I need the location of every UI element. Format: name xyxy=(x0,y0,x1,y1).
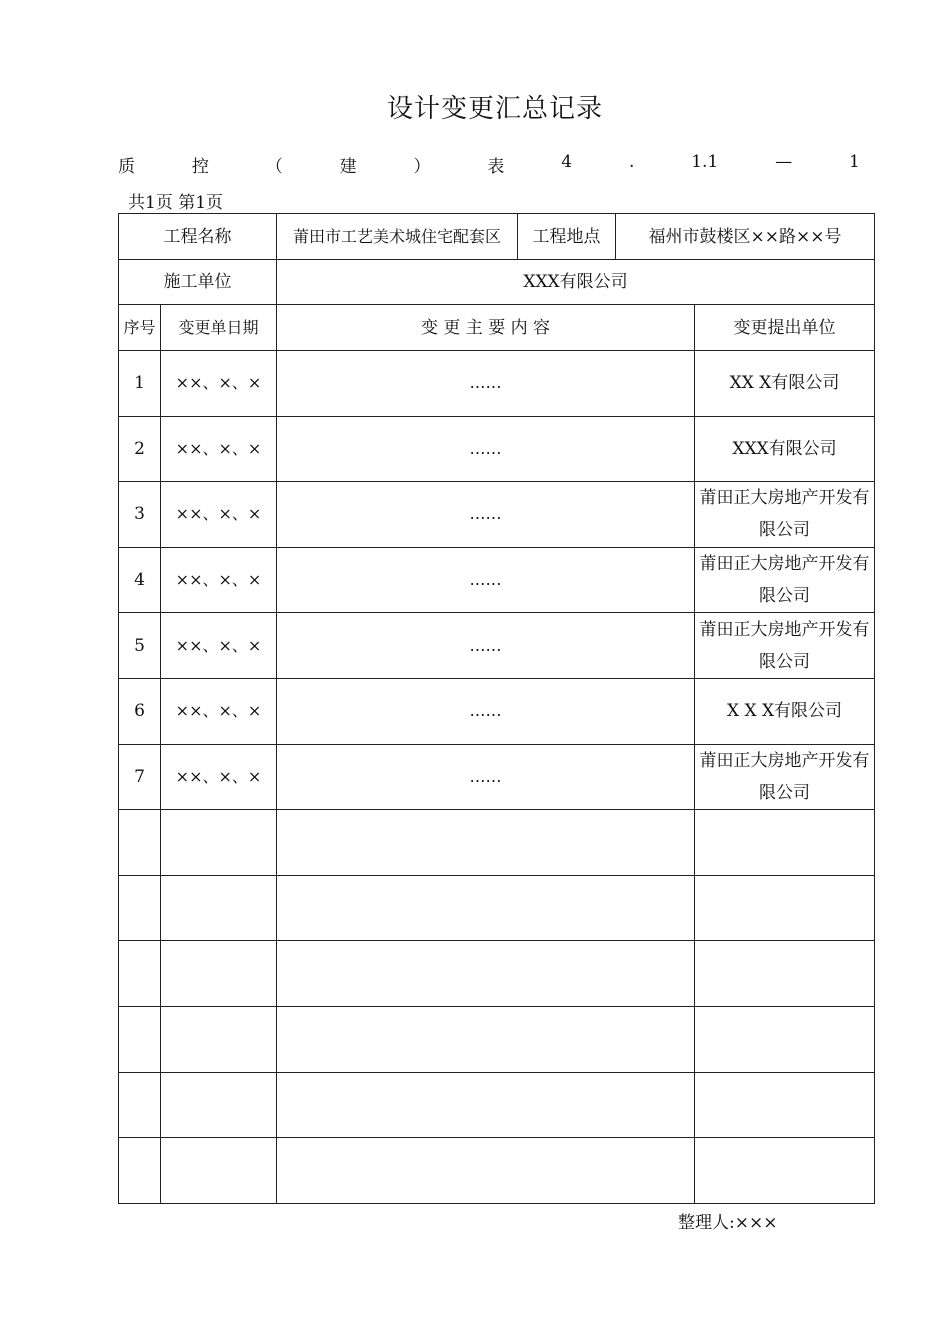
form-code-char: （ xyxy=(265,157,283,177)
project-row xyxy=(119,214,875,260)
contractor-label: 施工单位 xyxy=(119,260,277,305)
row-date: ××、×、× xyxy=(161,351,277,417)
contractor-value: XXX有限公司 xyxy=(277,260,875,305)
empty-cell xyxy=(119,875,161,941)
empty-cell xyxy=(277,875,695,941)
empty-cell xyxy=(277,1138,695,1204)
row-content: …… xyxy=(277,678,695,744)
empty-cell xyxy=(695,1138,875,1204)
empty-cell xyxy=(119,1006,161,1072)
row-content: …… xyxy=(277,547,695,613)
column-header-date: 变更单日期 xyxy=(161,305,277,351)
row-unit: 莆田正大房地产开发有限公司 xyxy=(695,482,875,548)
compiler-signature: 整理人:××× xyxy=(678,1213,778,1233)
table-row xyxy=(119,678,875,744)
empty-cell xyxy=(695,941,875,1007)
row-date: ××、×、× xyxy=(161,416,277,482)
column-header-row xyxy=(119,305,875,351)
empty-cell xyxy=(161,810,277,876)
row-number: 5 xyxy=(119,613,161,679)
empty-cell xyxy=(161,1072,277,1138)
empty-row xyxy=(119,941,875,1007)
empty-row xyxy=(119,1006,875,1072)
document-title: 设计变更汇总记录 xyxy=(386,94,603,124)
form-code-char: — xyxy=(775,152,793,172)
form-code-char: ） xyxy=(413,157,431,177)
row-date: ××、×、× xyxy=(161,547,277,613)
table-row xyxy=(119,744,875,810)
empty-cell xyxy=(161,1006,277,1072)
empty-row xyxy=(119,1138,875,1204)
form-code-char: 质 xyxy=(118,157,135,177)
empty-cell xyxy=(695,810,875,876)
row-unit: 莆田正大房地产开发有限公司 xyxy=(695,744,875,810)
page-count: 共1页 第1页 xyxy=(128,193,224,213)
empty-cell xyxy=(277,810,695,876)
row-date: ××、×、× xyxy=(161,613,277,679)
project-site-value: 福州市鼓楼区××路××号 xyxy=(616,214,875,260)
row-unit: XX X有限公司 xyxy=(695,351,875,417)
table-row xyxy=(119,351,875,417)
contractor-row xyxy=(119,260,875,305)
table-row xyxy=(119,416,875,482)
row-content: …… xyxy=(277,416,695,482)
table-row xyxy=(119,547,875,613)
row-unit: XXX有限公司 xyxy=(695,416,875,482)
form-code-char: . xyxy=(628,152,635,172)
table-row xyxy=(119,613,875,679)
empty-cell xyxy=(119,1138,161,1204)
empty-cell xyxy=(161,941,277,1007)
row-date: ××、×、× xyxy=(161,482,277,548)
row-number: 1 xyxy=(119,351,161,417)
row-number: 6 xyxy=(119,678,161,744)
project-name-label: 工程名称 xyxy=(119,214,277,260)
empty-cell xyxy=(277,1072,695,1138)
empty-cell xyxy=(695,875,875,941)
row-date: ××、×、× xyxy=(161,744,277,810)
form-code-char: 表 xyxy=(487,157,505,177)
empty-cell xyxy=(119,810,161,876)
empty-row xyxy=(119,1072,875,1138)
empty-cell xyxy=(161,875,277,941)
empty-cell xyxy=(695,1072,875,1138)
form-code-char: 4 xyxy=(561,152,573,172)
row-unit: 莆田正大房地产开发有限公司 xyxy=(695,613,875,679)
form-code-char: 1.1 xyxy=(691,152,719,172)
row-date: ××、×、× xyxy=(161,678,277,744)
empty-row xyxy=(119,875,875,941)
row-content: …… xyxy=(277,482,695,548)
form-code-char: 1 xyxy=(849,152,860,172)
column-header-unit: 变更提出单位 xyxy=(695,305,875,351)
empty-cell xyxy=(119,1072,161,1138)
table-row xyxy=(119,482,875,548)
form-code xyxy=(118,152,860,177)
empty-cell xyxy=(119,941,161,1007)
row-number: 2 xyxy=(119,416,161,482)
empty-cell xyxy=(695,1006,875,1072)
row-content: …… xyxy=(277,613,695,679)
empty-cell xyxy=(277,941,695,1007)
row-unit: X X X有限公司 xyxy=(695,678,875,744)
row-number: 7 xyxy=(119,744,161,810)
column-header-no: 序号 xyxy=(119,305,161,351)
row-content: …… xyxy=(277,744,695,810)
form-code-char: 建 xyxy=(339,157,357,177)
empty-row xyxy=(119,810,875,876)
project-name-value: 莆田市工艺美术城住宅配套区 xyxy=(277,214,518,260)
row-number: 3 xyxy=(119,482,161,548)
row-number: 4 xyxy=(119,547,161,613)
column-header-content: 变 更 主 要 内 容 xyxy=(277,305,695,351)
empty-cell xyxy=(161,1138,277,1204)
project-site-label: 工程地点 xyxy=(518,214,616,260)
row-content: …… xyxy=(277,351,695,417)
empty-cell xyxy=(277,1006,695,1072)
form-code-char: 控 xyxy=(191,157,209,177)
row-unit: 莆田正大房地产开发有限公司 xyxy=(695,547,875,613)
change-summary-table xyxy=(118,213,875,1204)
